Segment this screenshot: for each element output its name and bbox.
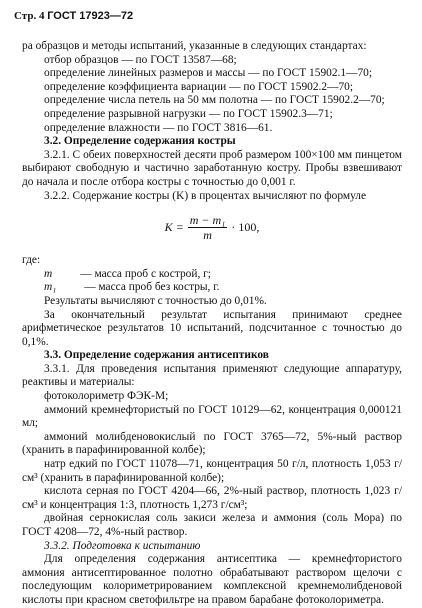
paragraph: 3.2.2. Содержание костры (K) в процентах вычисляют по формуле bbox=[44, 189, 367, 202]
legend-row bbox=[22, 268, 402, 282]
standard-number: ГОСТ 17923—72 bbox=[47, 10, 134, 22]
reagent-line: кислота серная по ГОСТ 4204—66, 2%-ный раствор, плотность 1,023 г/см³ и концентрация 1:3, плотность 1,273 г/см³; bbox=[22, 485, 402, 511]
method-line: определение разрывной нагрузки — по ГОСТ 15902.3—71; bbox=[44, 107, 333, 120]
method-line: отбор образцов — по ГОСТ 13587—68; bbox=[44, 53, 237, 66]
formula-fraction bbox=[188, 213, 228, 242]
page-header bbox=[14, 10, 133, 24]
legend-row bbox=[22, 281, 402, 295]
method-line: определение линейных размеров и массы — по ГОСТ 15902.1—70; bbox=[44, 67, 373, 80]
paragraph: Результаты вычисляют с точностью до 0,01%. bbox=[44, 294, 267, 307]
where-label: где: bbox=[22, 254, 41, 267]
paragraph: За окончательный результат испытания принимают среднее арифметическое результатов 10 испытаний, подсчитанное с точностью до 0,1%. bbox=[22, 308, 402, 348]
intro-line: ра образцов и методы испытаний, указанные в следующих стандартах: bbox=[22, 40, 367, 52]
formula-denominator: m bbox=[203, 228, 212, 243]
reagent-line: двойная сернокислая соль закиси железа и аммония (соль Мора) по ГОСТ 4208—72, 4%-ный раствор. bbox=[22, 512, 402, 538]
reagent-line: аммоний молибденовокислый по ГОСТ 3765—72, 5%-ный раствор (хранить в парафинированной колбе); bbox=[22, 430, 402, 457]
reagent-line: натр едкий по ГОСТ 11078—71, концентрация 50 г/л, плотность 1,053 г/см³ (хранить в парафинированной колбе); bbox=[22, 458, 402, 484]
formula-tail: · 100, bbox=[231, 219, 260, 234]
paragraph: 3.3.1. Для проведения испытания применяют следующие аппаратуру, реактивы и материалы: bbox=[22, 362, 402, 389]
reagent-line: фотоколориметр ФЭК-М; bbox=[44, 390, 169, 403]
paragraph: 3.2.1. С обеих поверхностей десяти проб размером 100×100 мм пинцетом выбирают свободную и частично заработанную костру. Пробы взвешивают до начала и после отбора костры с точностью до 0,001 г. bbox=[22, 148, 402, 188]
reagent-line: аммоний кремнефтористый по ГОСТ 10129—62, концентрация 0,000121 мл; bbox=[22, 403, 402, 430]
document-body bbox=[22, 40, 402, 608]
method-line: определение числа петель на 50 мм полотна — по ГОСТ 15902.2—70; bbox=[44, 94, 385, 107]
page-number: Стр. 4 bbox=[14, 10, 45, 22]
legend-symbol: m₁ bbox=[44, 281, 57, 294]
method-line: определение коэффициента вариации — по ГОСТ 15902.2—70; bbox=[44, 80, 354, 93]
legend-symbol: m bbox=[44, 267, 53, 280]
subsection-heading: 3.3.2. Подготовка к испытанию bbox=[44, 539, 201, 552]
legend-text: — масса проб без костры, г. bbox=[84, 281, 220, 294]
section-heading: 3.2. Определение содержания костры bbox=[44, 135, 236, 148]
method-line: определение влажности — по ГОСТ 3816—61. bbox=[44, 121, 273, 134]
legend-text: — масса проб с кострой, г; bbox=[80, 267, 211, 280]
section-heading: 3.3. Определение содержания антисептиков bbox=[44, 349, 269, 362]
paragraph: Для определения содержания антисептика — кремнефтористого аммония антисептированное полотно обрабатывают раствором щелочи с последующим колориметрированием комплексной кремнемолибденовой кислоты при красном светофильтре на правом барабане фотоколориметра. bbox=[22, 553, 402, 606]
formula-lhs: K = bbox=[164, 219, 184, 234]
formula bbox=[22, 213, 402, 242]
formula-numerator: m − m₁ bbox=[189, 213, 226, 228]
